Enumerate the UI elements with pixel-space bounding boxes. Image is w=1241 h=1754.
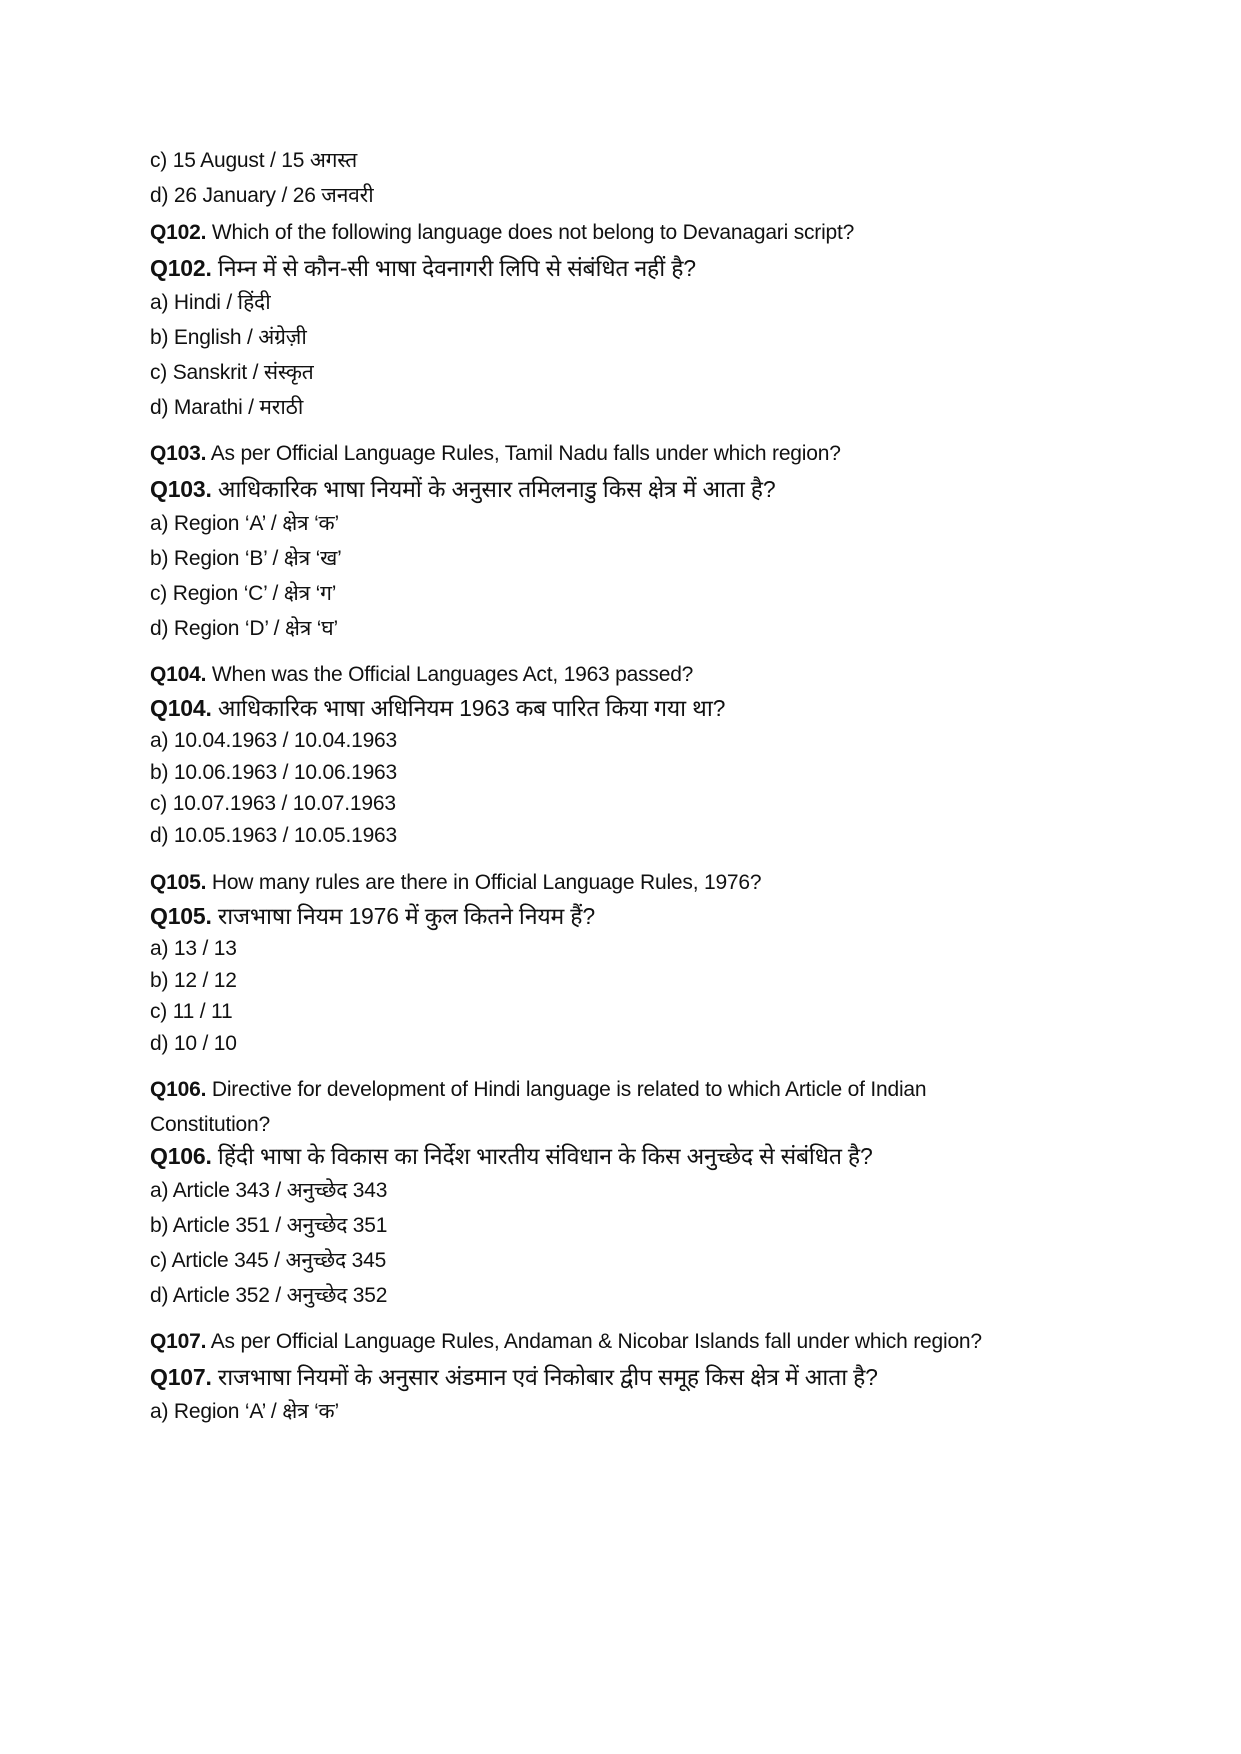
- question-english: [150, 662, 693, 688]
- option-b: b) English / अंग्रेज़ी: [150, 326, 307, 349]
- option-d: d) Marathi / मराठी: [150, 396, 304, 419]
- question-english: [150, 441, 841, 467]
- question-number: Q102.: [150, 221, 207, 244]
- option-c: c) 10.07.1963 / 10.07.1963: [150, 792, 396, 815]
- question-text-hindi: आधिकारिक भाषा अधिनियम 1963 कब पारित किया गया था?: [217, 695, 726, 721]
- question-english: [150, 220, 854, 246]
- question-text-english: As per Official Language Rules, Tamil Nadu falls under which region?: [210, 442, 841, 465]
- question-hindi: [150, 1143, 873, 1169]
- question-text-hindi: राजभाषा नियम 1976 में कुल कितने नियम हैं?: [217, 903, 595, 929]
- option-b: b) 10.06.1963 / 10.06.1963: [150, 761, 398, 784]
- option-a: a) Region ‘A’ / क्षेत्र ‘क’: [150, 512, 339, 535]
- question-text-english: How many rules are there in Official Language Rules, 1976?: [211, 871, 762, 894]
- option-d: d) 10 / 10: [150, 1032, 237, 1055]
- option-b: b) Article 351 / अनुच्छेद 351: [150, 1214, 388, 1237]
- option-b: b) 12 / 12: [150, 969, 237, 992]
- option-d: d) Region ‘D’ / क्षेत्र ‘घ’: [150, 617, 338, 640]
- question-hindi: [150, 476, 775, 502]
- question-text-hindi: राजभाषा नियमों के अनुसार अंडमान एवं निकोबार द्वीप समूह किस क्षेत्र में आता है?: [217, 1364, 878, 1390]
- option-d: d) 10.05.1963 / 10.05.1963: [150, 824, 398, 847]
- question-english: [150, 1329, 982, 1355]
- question-text-english: Which of the following language does not belong to Devanagari script?: [211, 221, 855, 244]
- option-a: a) Hindi / हिंदी: [150, 291, 271, 314]
- question-text-english: Directive for development of Hindi language is related to which Article of Indian Constitution?: [150, 1078, 927, 1136]
- question-number: Q104.: [150, 695, 212, 721]
- question-number: Q103.: [150, 476, 212, 502]
- question-text-hindi: आधिकारिक भाषा नियमों के अनुसार तमिलनाडु किस क्षेत्र में आता है?: [217, 476, 776, 502]
- question-number: Q104.: [150, 663, 207, 686]
- question-hindi: [150, 903, 595, 929]
- question-hindi: [150, 255, 696, 281]
- question-number: Q106.: [150, 1078, 207, 1101]
- option-a: a) Region ‘A’ / क्षेत्र ‘क’: [150, 1400, 339, 1423]
- question-number: Q107.: [150, 1364, 212, 1390]
- option-c: c) Article 345 / अनुच्छेद 345: [150, 1249, 387, 1272]
- question-number: Q105.: [150, 871, 207, 894]
- option-c: c) 11 / 11: [150, 1000, 233, 1023]
- question-number: Q103.: [150, 442, 207, 465]
- question-number: Q105.: [150, 903, 212, 929]
- question-text-english: When was the Official Languages Act, 1963 passed?: [211, 663, 694, 686]
- question-text-hindi: निम्न में से कौन-सी भाषा देवनागरी लिपि से संबंधित नहीं है?: [217, 255, 696, 281]
- option-c: c) Sanskrit / संस्कृत: [150, 361, 314, 384]
- question-english: [150, 870, 761, 896]
- question-hindi: [150, 1364, 878, 1390]
- option-a: a) 13 / 13: [150, 937, 237, 960]
- option-d: d) 26 January / 26 जनवरी: [150, 184, 374, 207]
- option-d: d) Article 352 / अनुच्छेद 352: [150, 1284, 388, 1307]
- option-a: a) 10.04.1963 / 10.04.1963: [150, 729, 398, 752]
- option-a: a) Article 343 / अनुच्छेद 343: [150, 1179, 388, 1202]
- question-number: Q102.: [150, 255, 212, 281]
- question-number: Q106.: [150, 1143, 212, 1169]
- question-english: [150, 1072, 1050, 1142]
- question-hindi: [150, 695, 725, 721]
- option-c: c) 15 August / 15 अगस्त: [150, 149, 358, 172]
- option-c: c) Region ‘C’ / क्षेत्र ‘ग’: [150, 582, 337, 605]
- question-number: Q107.: [150, 1330, 207, 1353]
- question-text-hindi: हिंदी भाषा के विकास का निर्देश भारतीय संविधान के किस अनुच्छेद से संबंधित है?: [217, 1143, 873, 1169]
- option-b: b) Region ‘B’ / क्षेत्र ‘ख’: [150, 547, 342, 570]
- question-text-english: As per Official Language Rules, Andaman & Nicobar Islands fall under which region?: [210, 1330, 982, 1353]
